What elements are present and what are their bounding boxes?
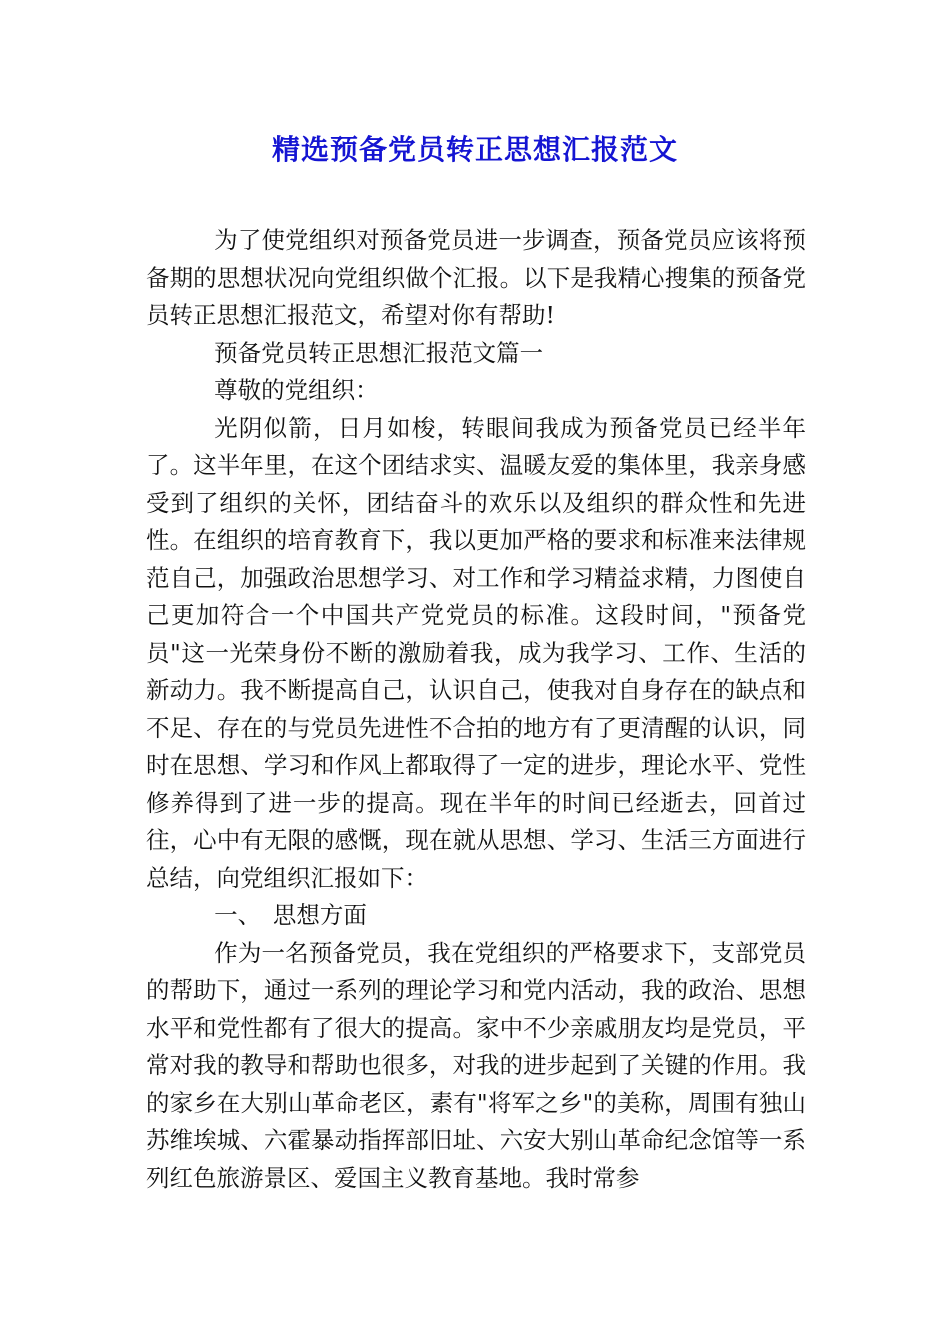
paragraph-subheading: 一、 思想方面 [214,901,367,929]
document-title: 精选预备党员转正思想汇报范文 [271,133,678,166]
paragraph-salutation: 尊敬的党组织： [214,376,379,404]
paragraph-intro: 为了使党组织对预备党员进一步调查，预备党员应该将预备期的思想状况向党组织做个汇报。以下是我精心搜集的预备党员转正思想汇报范文，希望对你有帮助! [146,226,806,329]
paragraph-thought: 作为一名预备党员，我在党组织的严格要求下，支部党员的帮助下，通过一系列的理论学习和党内活动，我的政治、思想水平和党性都有了很大的提高。家中不少亲戚朋友均是党员，平常对我的教导和帮助也很多，对我的进步起到了关键的作用。我的家乡在大别山革命老区，素有"将军之乡"的美称，周围有独山苏维埃城、六霍暴动指挥部旧址、六安大别山革命纪念馆等一系列红色旅游景区、爱国主义教育基地。我时常参 [146,938,806,1192]
document-body [146,222,806,1197]
paragraph-section-heading: 预备党员转正思想汇报范文篇一 [214,338,544,367]
paragraph-main: 光阴似箭，日月如梭，转眼间我成为预备党员已经半年了。这半年里，在这个团结求实、温暖友爱的集体里，我亲身感受到了组织的关怀，团结奋斗的欢乐以及组织的群众性和先进性。在组织的培育教育下，我以更加严格的要求和标准来法律规范自己，加强政治思想学习、对工作和学习精益求精，力图使自己更加符合一个中国共产党党员的标准。这段时间，"预备党员"这一光荣身份不断的激励着我，成为我学习、工作、生活的新动力。我不断提高自己，认识自己，使我对自身存在的缺点和不足、存在的与党员先进性不合拍的地方有了更清醒的认识，同时在思想、学习和作风上都取得了一定的进步，理论水平、党性修养得到了进一步的提高。现在半年的时间已经逝去，回首过往，心中有无限的感慨，现在就从思想、学习、生活三方面进行总结，向党组织汇报如下： [146,413,806,892]
